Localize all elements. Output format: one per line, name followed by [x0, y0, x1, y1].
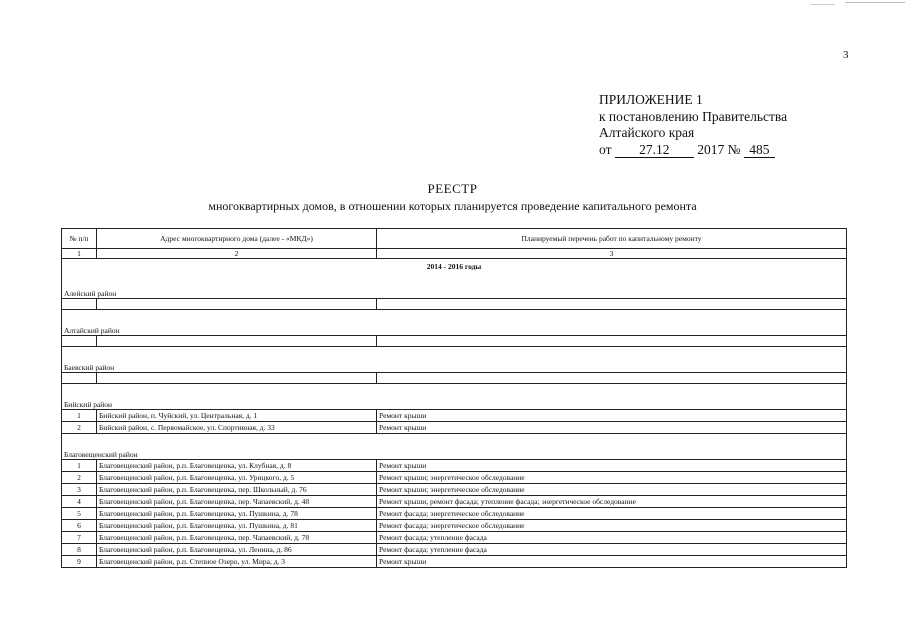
- row-address: Благовещенский район, р.п. Благовещенка, ул. Урицкого, д. 5: [97, 472, 377, 484]
- row-number: 1: [62, 410, 97, 422]
- table-header-row: [62, 229, 847, 249]
- appendix-block: [599, 92, 787, 158]
- region-name: Баевский район: [62, 357, 847, 373]
- resolution-year: 2017 №: [697, 141, 741, 157]
- registry-table: [61, 228, 847, 568]
- row-address: Благовещенский район, р.п. Благовещенка, пер. Чапаевский, д. 48: [97, 496, 377, 508]
- row-address: Благовещенский район, р.п. Степное Озеро, ул. Мира, д. 3: [97, 556, 377, 568]
- reestr-subtitle: многоквартирных домов, в отношении которых планируется проведение капитального ремонта: [208, 199, 697, 213]
- empty-row: [62, 373, 847, 384]
- row-works: Ремонт фасада; утепление фасада: [377, 532, 847, 544]
- row-address: Благовещенский район, р.п. Благовещенка, пер. Чапаевский, д. 78: [97, 532, 377, 544]
- column-number-row: [62, 249, 847, 259]
- scan-artifact-line: [810, 4, 835, 5]
- header-address: Адрес многоквартирного дома (далее - «МКД»): [97, 229, 377, 249]
- region-name: Алтайский район: [62, 320, 847, 336]
- row-works: Ремонт крыши: [377, 410, 847, 422]
- row-number: 2: [62, 472, 97, 484]
- spacer-row: [62, 384, 847, 395]
- row-works: Ремонт крыши: [377, 422, 847, 434]
- header-works: Планируемый перечень работ по капитальному ремонту: [377, 229, 847, 249]
- col-number: 3: [377, 249, 847, 259]
- table-row: [62, 544, 847, 556]
- region-row: [62, 320, 847, 336]
- spacer-row: [62, 347, 847, 358]
- spacer-row: [62, 434, 847, 445]
- appendix-resolution-line: к постановлению Правительства: [599, 108, 788, 124]
- resolution-number: 485: [744, 143, 775, 158]
- row-number: 2: [62, 422, 97, 434]
- header-num: № п/п: [62, 229, 97, 249]
- table-row: [62, 532, 847, 544]
- row-works: Ремонт фасада; утепление фасада: [377, 544, 847, 556]
- table-row: [62, 508, 847, 520]
- row-works: Ремонт фасада; энергетическое обследование: [377, 520, 847, 532]
- table-row: [62, 410, 847, 422]
- region-name: Благовещенский район: [62, 444, 847, 460]
- row-address: Бийский район, с. Первомайское, ул. Спортивная, д. 33: [97, 422, 377, 434]
- region-row: [62, 283, 847, 299]
- row-address: Благовещенский район, р.п. Благовещенка, ул. Пушкина, д. 78: [97, 508, 377, 520]
- region-row: [62, 444, 847, 460]
- row-works: Ремонт крыши; энергетическое обследование: [377, 472, 847, 484]
- region-row: [62, 357, 847, 373]
- row-number: 4: [62, 496, 97, 508]
- appendix-region-line: Алтайского края: [599, 125, 695, 140]
- scan-artifact-line: [845, 2, 905, 3]
- resolution-date: 27.12: [615, 143, 694, 158]
- col-number: 1: [62, 249, 97, 259]
- period-label: 2014 - 2016 годы: [62, 259, 847, 274]
- appendix-title: ПРИЛОЖЕНИЕ 1: [599, 92, 703, 107]
- table-row: [62, 496, 847, 508]
- table-row: [62, 422, 847, 434]
- spacer-row: [62, 310, 847, 321]
- row-number: 6: [62, 520, 97, 532]
- row-number: 7: [62, 532, 97, 544]
- row-number: 1: [62, 460, 97, 472]
- row-works: Ремонт крыши, ремонт фасада; утепление фасада; энергетическое обследование: [377, 496, 847, 508]
- empty-row: [62, 336, 847, 347]
- table-row: [62, 556, 847, 568]
- row-works: Ремонт крыши: [377, 460, 847, 472]
- row-address: Благовещенский район, р.п. Благовещенка, ул. Клубная, д. 8: [97, 460, 377, 472]
- col-number: 2: [97, 249, 377, 259]
- page-number: 3: [843, 49, 849, 61]
- row-number: 5: [62, 508, 97, 520]
- row-works: Ремонт крыши; энергетическое обследование: [377, 484, 847, 496]
- row-works: Ремонт фасада; энергетическое обследование: [377, 508, 847, 520]
- row-address: Благовещенский район, р.п. Благовещенка, ул. Ленина, д. 86: [97, 544, 377, 556]
- appendix-date-line: [599, 142, 787, 159]
- spacer-row: [62, 273, 847, 283]
- table-row: [62, 472, 847, 484]
- row-number: 9: [62, 556, 97, 568]
- date-prefix: от: [599, 141, 612, 157]
- table-row: [62, 460, 847, 472]
- period-row: [62, 259, 847, 274]
- row-address: Благовещенский район, р.п. Благовещенка, пер. Школьный, д. 76: [97, 484, 377, 496]
- region-name: Алейский район: [62, 283, 847, 299]
- row-number: 3: [62, 484, 97, 496]
- row-works: Ремонт крыши: [377, 556, 847, 568]
- row-number: 8: [62, 544, 97, 556]
- region-row: [62, 394, 847, 410]
- row-address: Бийский район, п. Чуйский, ул. Центральная, д. 1: [97, 410, 377, 422]
- region-name: Бийский район: [62, 394, 847, 410]
- reestr-title: РЕЕСТР: [427, 181, 478, 196]
- table-row: [62, 484, 847, 496]
- row-address: Благовещенский район, р.п. Благовещенка, ул. Пушкина, д. 81: [97, 520, 377, 532]
- empty-row: [62, 299, 847, 310]
- table-row: [62, 520, 847, 532]
